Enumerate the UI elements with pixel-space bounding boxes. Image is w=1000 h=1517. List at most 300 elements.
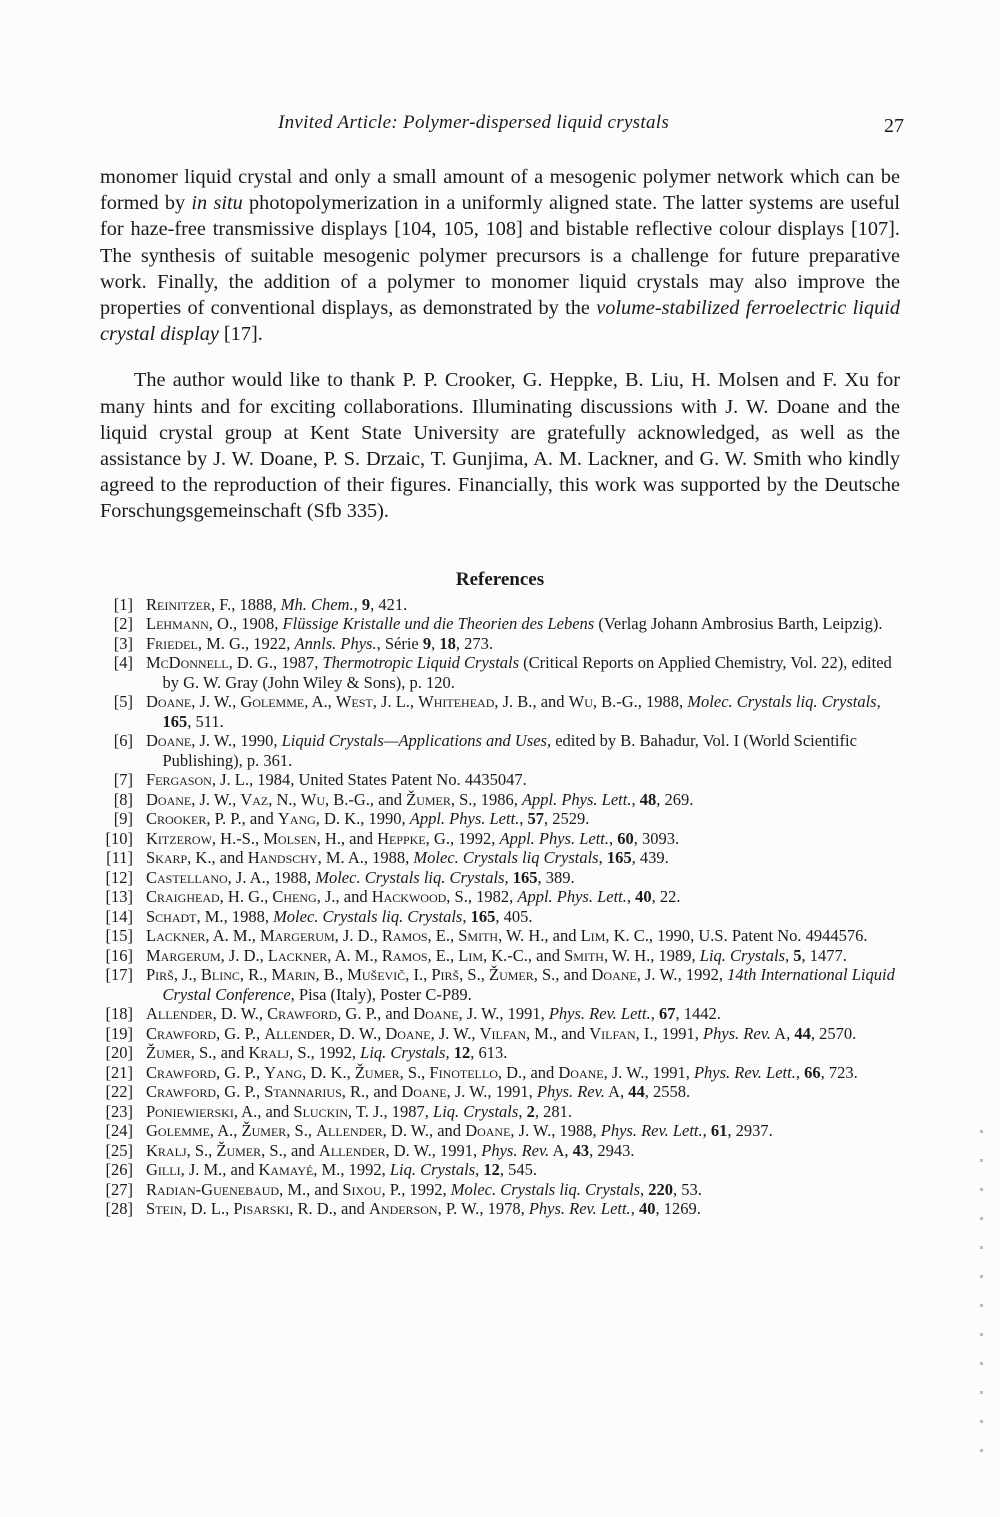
citation-text: , and: [222, 1160, 259, 1180]
author-name: Crawford, G. P.: [146, 1062, 256, 1082]
citation-text: , 2529.: [544, 809, 590, 829]
reference-number: [3]: [113, 633, 133, 653]
citation-text: ,: [251, 926, 260, 946]
citation-text: , 1991,: [644, 1062, 694, 1082]
reference-number: [13]: [105, 887, 133, 907]
journal-page: [100, 108, 904, 1219]
author-name: Anderson, P. W.: [368, 1199, 480, 1219]
citation-text: ,: [258, 1004, 268, 1024]
text-run: monomer liquid crystal and only a small amount of a mesogenic polymer network which can be formed by: [100, 166, 900, 215]
reference-text: [146, 965, 900, 1004]
reference-text: [146, 653, 900, 692]
reference-item: [100, 653, 900, 692]
citation-text: , and: [527, 945, 565, 965]
acknowledgements-paragraph: The author would like to thank P. P. Crooker, G. Heppke, B. Liu, H. Molsen and F. Xu for many hints and for exciting collaborations. Illuminating discussions with J. W. Doane and the liquid crystal group at Kent State University are gratefully acknowledged, as well as the assistance by J. W. Doane, P. S. Drzaic, T. Gunjima, A. M. Lackner, and G. W. Smith who kindly agreed to the reproduction of their figures. Financially, this work was supported by the Deutsche Forschungsgemeinschaft (Sfb 335).: [100, 369, 900, 523]
author-name: Crawford, G. P.: [146, 1082, 256, 1102]
reference-item: [100, 829, 900, 849]
author-name: Allender, D. W.: [318, 1140, 432, 1160]
citation-text: A,: [604, 1082, 629, 1102]
author-name: Friedel, M. G.: [146, 633, 246, 653]
citation-text: , 2558.: [644, 1082, 691, 1102]
reference-number: [12]: [105, 867, 133, 887]
author-name: Kralj, S.: [146, 1140, 209, 1160]
volume-number: 12: [453, 1043, 471, 1063]
text-run: [17].: [218, 323, 263, 346]
author-name: Poniewierski, A.: [146, 1101, 258, 1121]
reference-item: [100, 1102, 900, 1122]
volume-number: 5: [793, 945, 802, 965]
citation-text: , and: [365, 1082, 402, 1102]
reference-text: [146, 868, 900, 888]
margin-scan-dots: [980, 1130, 984, 1478]
author-name: Doane, J. W.: [465, 1121, 552, 1141]
scan-dot: [980, 1449, 983, 1452]
citation-text: , 1991,: [487, 1082, 537, 1102]
reference-number: [19]: [105, 1023, 133, 1043]
author-name: Žumer, S.: [406, 789, 473, 809]
citation-text: ,: [353, 594, 362, 614]
citation-text: ,: [630, 1199, 639, 1219]
citation-text: ,: [785, 945, 794, 965]
citation-text: , 1989,: [650, 945, 700, 965]
author-name: Golemme, A.: [240, 692, 328, 712]
citation-text: , 53.: [673, 1179, 702, 1199]
references-heading: References: [455, 568, 545, 590]
author-name: Lim, K. C.: [580, 926, 649, 946]
citation-text: , 723.: [820, 1062, 858, 1082]
citation-text: ,: [192, 965, 201, 985]
citation-text: ,: [650, 1004, 659, 1024]
scan-dot: [980, 1246, 983, 1249]
reference-item: [100, 868, 900, 888]
author-name: Craighead, H. G.: [146, 887, 265, 907]
volume-number: 66: [804, 1062, 821, 1082]
volume-number: 43: [572, 1140, 590, 1160]
author-name: Žumer, S.: [146, 1043, 213, 1063]
reference-item: [100, 1141, 900, 1161]
author-name: Pirš, J.: [146, 965, 193, 985]
citation-text: , and: [335, 887, 372, 907]
publication-title: Mh. Chem.: [280, 594, 354, 614]
citation-text: , 1990, U.S. Patent No. 4944576.: [648, 926, 868, 946]
citation-text: ,: [255, 1023, 265, 1043]
citation-text: , 1922,: [245, 633, 295, 653]
publication-title: Molec. Crystals liq. Crystals: [315, 867, 505, 887]
volume-number: 60: [617, 828, 634, 848]
reference-number: [16]: [105, 945, 133, 965]
citation-text: , 1992,: [401, 1179, 451, 1199]
scan-dot: [980, 1420, 983, 1423]
citation-text: ,: [471, 1023, 480, 1043]
author-name: Wu, B.-G.: [300, 789, 370, 809]
volume-number: 220: [648, 1179, 674, 1199]
scan-dot: [980, 1304, 983, 1307]
citation-text: , Série: [376, 633, 423, 653]
citation-text: , and: [282, 1140, 319, 1160]
citation-text: , 273.: [455, 633, 493, 653]
volume-number: 9: [361, 594, 371, 614]
citation-text: ,: [264, 887, 273, 907]
reference-text: [146, 1121, 900, 1141]
author-name: Marin, B.: [271, 965, 339, 985]
citation-text: ,: [373, 945, 382, 965]
publication-title: Molec. Crystals liq Crystals: [413, 848, 599, 868]
reference-number: [2]: [113, 614, 133, 634]
citation-text: , and: [555, 965, 592, 985]
publication-title: Liq. Crystals: [433, 1101, 519, 1121]
italic-term: in situ: [191, 192, 243, 215]
reference-text: [146, 946, 900, 966]
citation-text: , 1986,: [472, 789, 522, 809]
reference-text: [146, 634, 900, 654]
citation-text: , and: [428, 1121, 466, 1141]
author-name: Doane, J. W.: [146, 789, 233, 809]
reference-text: [146, 1102, 900, 1122]
publication-title: Liquid Crystals—Applications and Uses: [281, 731, 547, 751]
volume-number: 18: [439, 633, 456, 653]
citation-text: , 3093.: [633, 828, 680, 848]
publication-title: Liq. Crystals: [360, 1043, 446, 1063]
citation-text: , 2570.: [810, 1023, 857, 1043]
citation-text: , 1978,: [479, 1199, 529, 1219]
publication-title: Liq. Crystals: [699, 945, 786, 965]
citation-text: ,: [876, 692, 881, 712]
citation-text: ,: [519, 809, 528, 829]
author-name: Vaz, N.: [240, 789, 293, 809]
publication-title: Thermotropic Liquid Crystals: [322, 653, 520, 673]
reference-number: [28]: [105, 1199, 133, 1219]
citation-text: ,: [702, 1121, 711, 1141]
citation-text: , 1442.: [675, 1004, 721, 1024]
publication-title: Molec. Crystals liq. Crystals: [273, 906, 463, 926]
volume-number: 165: [512, 867, 538, 887]
citation-text: ,: [795, 1062, 805, 1082]
reference-number: [25]: [105, 1140, 133, 1160]
reference-item: [100, 1180, 900, 1200]
reference-number: [15]: [105, 926, 133, 946]
citation-text: , and: [532, 692, 569, 712]
citation-text: ,: [259, 945, 268, 965]
reference-text: [146, 829, 900, 849]
citation-text: (Critical Reports on Applied Chemistry, Vol. 22), edited by G. W. Gray (John Wiley & Sons), p. 120.: [162, 653, 892, 692]
reference-item: [100, 848, 900, 868]
citation-text: , 389.: [537, 867, 575, 887]
reference-number: [10]: [105, 828, 133, 848]
citation-text: ,: [423, 965, 432, 985]
publication-title: Appl. Phys. Lett.: [499, 828, 610, 848]
citation-text: ,: [232, 789, 241, 809]
author-name: Cheng, J.: [272, 887, 336, 907]
citation-text: ,: [255, 1082, 265, 1102]
author-name: Doane, J. W.: [401, 1082, 488, 1102]
citation-text: , 1988,: [637, 692, 688, 712]
citation-text: (Verlag Johann Ambrosius Barth, Leipzig).: [594, 614, 883, 634]
author-name: Lim, K.-C.: [458, 945, 528, 965]
citation-text: ,: [450, 945, 459, 965]
scan-dot: [980, 1362, 983, 1365]
author-name: McDonnell, D. G.: [146, 653, 274, 673]
citation-text: ,: [504, 867, 513, 887]
volume-number: 9: [422, 633, 432, 653]
author-name: Lackner, A. M.: [146, 926, 252, 946]
author-name: Doane, J. W.: [413, 1004, 500, 1024]
publication-title: Phys. Rev. Lett.: [600, 1121, 703, 1141]
author-name: Allender, D. W.: [316, 1121, 429, 1141]
citation-text: ,: [255, 828, 264, 848]
reference-number: [17]: [105, 965, 133, 985]
reference-item: [100, 1063, 900, 1083]
author-name: Crawford, G. P.: [146, 1023, 256, 1043]
citation-text: , and: [257, 1101, 294, 1121]
text-run: photopolymerization in a uniformly aligned state. The latter systems are useful for haze-free transmissive displays [104, 105, 108] and bistable reflective colour displays [107]. The synthesis of suitable mesogenic polymer precursors is a challenge for future preparative work. Finally, the addition of a polymer to monomer liquid crystals may also improve the properties of conventional displays, as demonstrated by the: [100, 192, 900, 320]
author-name: Allender, D. W.: [264, 1023, 378, 1043]
publication-title: Phys. Rev.: [481, 1140, 550, 1160]
citation-text: A,: [549, 1140, 573, 1160]
citation-text: A,: [770, 1023, 795, 1043]
citation-text: ,: [232, 692, 241, 712]
scan-dot: [980, 1159, 983, 1162]
reference-number: [21]: [105, 1062, 133, 1082]
citation-text: , 439.: [631, 848, 669, 868]
citation-text: , 1991,: [499, 1004, 549, 1024]
citation-text: , edited by B. Bahadur, Vol. I (World Scientific Publishing), p. 361.: [162, 731, 857, 770]
citation-text: , and: [377, 1004, 414, 1024]
author-name: Yang, D. K.: [264, 1062, 347, 1082]
author-name: Blinc, R.: [200, 965, 264, 985]
reference-item: [100, 907, 900, 927]
author-name: Heppke, G.: [377, 828, 450, 848]
volume-number: 44: [628, 1082, 645, 1102]
scan-dot: [980, 1130, 983, 1133]
citation-text: , 1988,: [223, 906, 274, 926]
author-name: Molsen, H.: [263, 828, 341, 848]
volume-number: 44: [794, 1023, 811, 1043]
reference-item: [100, 946, 900, 966]
reference-item: [100, 790, 900, 810]
scan-dot: [980, 1188, 983, 1191]
author-name: Allender, D. W.: [146, 1004, 259, 1024]
reference-number: [8]: [113, 789, 133, 809]
reference-text: [146, 1160, 900, 1180]
reference-item: [100, 692, 900, 731]
reference-item: [100, 1024, 900, 1044]
publication-title: Phys. Rev.: [702, 1023, 771, 1043]
volume-number: 40: [638, 1199, 656, 1219]
citation-text: , 405.: [495, 906, 533, 926]
running-title: Invited Article: Polymer-dispersed liquid crystals: [278, 112, 670, 133]
author-name: Margerum, J. D.: [146, 945, 260, 965]
citation-text: ,: [631, 789, 640, 809]
reference-text: [146, 887, 900, 907]
reference-text: [146, 907, 900, 927]
citation-text: ,: [233, 1121, 242, 1141]
citation-text: ,: [409, 692, 419, 712]
citation-text: ,: [431, 633, 440, 653]
citation-text: , and: [544, 926, 581, 946]
citation-text: , 1477.: [801, 945, 847, 965]
reference-text: [146, 1024, 900, 1044]
author-name: Žumer, S.: [216, 1140, 283, 1160]
citation-text: , 1992,: [310, 1043, 361, 1063]
citation-text: , 1984, United States Patent No. 4435047.: [248, 770, 527, 790]
reference-text: [146, 614, 900, 634]
author-name: Crooker, P. P.: [146, 809, 242, 829]
italic-term: volume-stabilized ferroelectric liquid crystal display: [100, 297, 900, 346]
author-name: Finotello, D.: [429, 1062, 523, 1082]
citation-text: ,: [377, 1023, 386, 1043]
reference-item: [100, 731, 900, 770]
citation-text: ,: [421, 1062, 430, 1082]
reference-number: [24]: [105, 1121, 133, 1141]
citation-text: ,: [292, 789, 301, 809]
citation-text: , 1987,: [273, 653, 323, 673]
reference-text: [146, 1004, 900, 1024]
reference-item: [100, 1043, 900, 1063]
citation-text: ,: [475, 1160, 484, 1180]
citation-text: ,: [373, 926, 382, 946]
scan-dot: [980, 1391, 983, 1394]
citation-text: , and: [306, 1179, 343, 1199]
author-name: Margerum, J. D.: [259, 926, 374, 946]
reference-text: [146, 809, 900, 829]
author-name: Doane, J. W.: [385, 1023, 472, 1043]
citation-text: ,: [450, 926, 459, 946]
author-name: Doane, J. W.: [146, 692, 233, 712]
reference-item: [100, 1199, 900, 1219]
author-name: Hackwood, S.: [371, 887, 468, 907]
reference-number: [27]: [105, 1179, 133, 1199]
reference-text: [146, 790, 900, 810]
volume-number: 61: [710, 1121, 728, 1141]
reference-text: [146, 595, 900, 615]
author-name: Muševič, I.: [347, 965, 424, 985]
reference-item: [100, 1121, 900, 1141]
author-name: Doane, J. W.: [591, 965, 678, 985]
citation-text: , 22.: [651, 887, 681, 907]
author-name: Stein, D. L.: [146, 1199, 226, 1219]
volume-number: 67: [658, 1004, 676, 1024]
scan-dot: [980, 1333, 983, 1336]
reference-item: [100, 1160, 900, 1180]
reference-number: [14]: [105, 906, 133, 926]
author-name: Yang, D. K.: [277, 809, 361, 829]
citation-text: ,: [307, 1121, 317, 1141]
page-header: [100, 108, 904, 140]
reference-text: [146, 1199, 900, 1219]
author-name: Skarp, K.: [146, 848, 212, 868]
citation-text: , 1988,: [551, 1121, 601, 1141]
reference-text: [146, 848, 900, 868]
citation-text: , 1988,: [363, 848, 414, 868]
reference-text: [146, 692, 900, 731]
citation-text: , 1991,: [653, 1023, 703, 1043]
citation-text: , 1992,: [449, 828, 500, 848]
reference-number: [18]: [105, 1004, 133, 1024]
reference-number: [6]: [113, 731, 133, 751]
reference-item: [100, 809, 900, 829]
scan-dot: [980, 1275, 983, 1278]
author-name: Ramos, E.: [381, 926, 450, 946]
citation-text: , 1987,: [383, 1101, 434, 1121]
citation-text: , Pisa (Italy), Poster C-P89.: [290, 984, 472, 1004]
citation-text: , 511.: [187, 711, 224, 731]
publication-title: 14th International Liquid Crystal Conference: [162, 965, 895, 1004]
author-name: Golemme, A.: [146, 1121, 234, 1141]
body-text: [100, 164, 900, 525]
reference-number: [4]: [113, 653, 133, 673]
reference-text: [146, 1082, 900, 1102]
reference-item: [100, 595, 900, 615]
volume-number: 48: [639, 789, 657, 809]
reference-number: [11]: [106, 848, 133, 868]
citation-text: ,: [338, 965, 348, 985]
citation-text: , and: [211, 848, 248, 868]
citation-text: ,: [598, 848, 607, 868]
publication-title: Liq. Crystals: [389, 1160, 476, 1180]
author-name: West, J. L.: [335, 692, 410, 712]
author-name: Žumer, S.: [241, 1121, 308, 1141]
reference-text: [146, 731, 900, 770]
reference-text: [146, 1063, 900, 1083]
citation-text: , and: [340, 828, 378, 848]
author-name: Lackner, A. M.: [267, 945, 374, 965]
citation-text: , 1888,: [231, 594, 281, 614]
citation-text: , and: [553, 1023, 590, 1043]
citation-text: , 2943.: [589, 1140, 635, 1160]
citation-text: , 1991,: [431, 1140, 482, 1160]
citation-text: ,: [640, 1179, 649, 1199]
publication-title: Molec. Crystals liq. Crystals: [687, 692, 877, 712]
reference-number: [1]: [113, 594, 133, 614]
author-name: Handschy, M. A.: [247, 848, 364, 868]
reference-number: [23]: [105, 1101, 133, 1121]
author-name: Sixou, P.: [342, 1179, 402, 1199]
citation-text: , 1982,: [467, 887, 518, 907]
reference-list: [100, 595, 900, 1219]
publication-title: Appl. Phys. Lett.: [521, 789, 632, 809]
citation-text: , and: [369, 789, 407, 809]
publication-title: Molec. Crystals liq. Crystals: [450, 1179, 641, 1199]
publication-title: Appl. Phys. Lett.: [517, 887, 627, 907]
author-name: Stannarius, R.: [264, 1082, 366, 1102]
reference-item: [100, 1082, 900, 1102]
citation-text: , 269.: [656, 789, 694, 809]
citation-text: ,: [346, 1062, 355, 1082]
citation-text: ,: [609, 828, 618, 848]
author-name: Fergason, J. L.: [146, 770, 249, 790]
citation-text: ,: [225, 1199, 234, 1219]
publication-title: Phys. Rev.: [536, 1082, 605, 1102]
reference-text: [146, 1043, 900, 1063]
author-name: Lehmann, O.: [146, 614, 234, 634]
publication-title: Flüssige Kristalle und die Theorien des Lebens: [282, 614, 595, 634]
author-name: Kitzerow, H.-S.: [146, 828, 255, 848]
citation-text: , 613.: [470, 1043, 508, 1063]
citation-text: , 2937.: [727, 1121, 773, 1141]
citation-text: ,: [263, 965, 272, 985]
author-name: Castellano, J. A.: [146, 867, 266, 887]
reference-item: [100, 965, 900, 1004]
volume-number: 165: [606, 848, 632, 868]
volume-number: 40: [635, 887, 652, 907]
author-name: Vilfan, M.: [479, 1023, 554, 1043]
citation-text: , 1992,: [340, 1160, 390, 1180]
reference-text: [146, 1180, 900, 1200]
author-name: Kralj, S.: [248, 1043, 311, 1063]
author-name: Doane, J. W.: [146, 731, 233, 751]
citation-text: , 545.: [499, 1160, 538, 1180]
author-name: Smith, W. H.: [458, 926, 545, 946]
